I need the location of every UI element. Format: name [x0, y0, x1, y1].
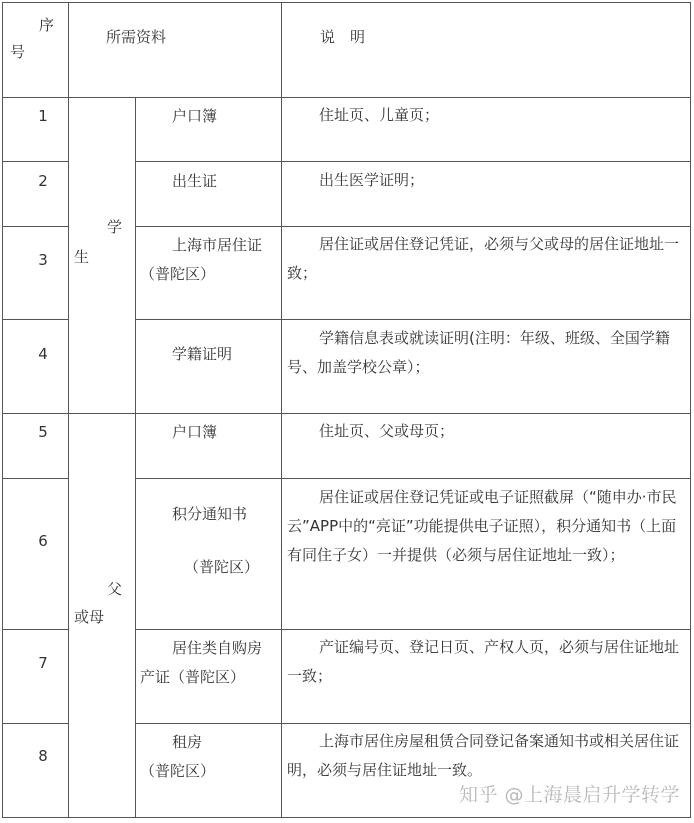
row-number: 2	[38, 172, 48, 190]
row-number: 3	[38, 251, 48, 269]
row-number: 8	[38, 747, 48, 765]
row-description: 出生医学证明；	[319, 171, 425, 189]
row-divider	[135, 161, 691, 162]
table-border-right	[690, 2, 691, 818]
row-divider	[135, 478, 691, 479]
row-item-district: （普陀区）	[140, 265, 216, 283]
row-description: 学籍信息表或就读证明(注明：年级、班级、全国学籍号、加盖学校公章）；	[287, 329, 670, 376]
row-item: 上海市居住证	[172, 236, 263, 254]
row-number: 1	[38, 107, 48, 125]
row-divider	[2, 478, 68, 479]
header-description: 说 明	[320, 28, 366, 46]
watermark: 知乎 @上海晨启升学转学	[458, 784, 680, 806]
group-student-part2: 生	[74, 248, 90, 266]
row-item: 积分通知书	[172, 505, 248, 523]
row-item: 租房	[172, 733, 203, 751]
row-divider	[2, 319, 68, 320]
row-item: 居住类自购房	[172, 639, 263, 657]
row-divider	[2, 226, 68, 227]
row-number: 5	[38, 423, 48, 441]
row-item-district: 产证（普陀区）	[140, 668, 246, 686]
row-divider	[135, 629, 691, 630]
header-materials: 所需资料	[106, 28, 167, 46]
row-description: 产证编号页、登记日页、产权人页，必须与居住证地址一致；	[287, 638, 680, 685]
group-parent-part1: 父	[107, 580, 123, 598]
table-border-top	[2, 2, 691, 3]
header-seq-part2: 号	[10, 43, 26, 61]
header-divider	[2, 97, 691, 98]
row-divider	[2, 629, 68, 630]
col-divider	[281, 2, 282, 818]
row-description: 居住证或居住登记凭证，必须与父或母的居住证地址一致；	[287, 235, 680, 282]
row-divider	[135, 723, 691, 724]
row-number: 7	[38, 654, 48, 672]
row-description: 住址页、父或母页；	[319, 422, 455, 440]
row-item: 户口簿	[172, 423, 218, 441]
row-description: 上海市居住房屋租赁合同登记备案通知书或相关居住证明，必须与居住证地址一致。	[287, 732, 680, 779]
row-number: 6	[38, 532, 48, 550]
row-divider	[2, 161, 68, 162]
group-divider	[2, 413, 691, 414]
col-divider	[135, 97, 136, 818]
row-item-district: （普陀区）	[184, 558, 260, 576]
header-seq-part1: 序	[39, 16, 55, 34]
row-description: 住址页、儿童页；	[319, 106, 440, 124]
row-divider	[135, 226, 691, 227]
table-border-bottom	[2, 817, 691, 818]
row-description: 居住证或居住登记凭证或电子证照截屏（“随申办·市民云”APP中的“亮证”功能提供电子证照），积分通知书（上面有同住子女）一并提供（必须与居住证地址一致）；	[287, 488, 677, 564]
group-student-part1: 学	[107, 218, 123, 236]
row-item: 户口簿	[172, 107, 218, 125]
row-item: 出生证	[172, 172, 218, 190]
row-item: 学籍证明	[172, 345, 233, 363]
row-divider	[135, 319, 691, 320]
row-number: 4	[38, 345, 48, 363]
row-item-district: （普陀区）	[140, 762, 216, 780]
group-parent-part2: 或母	[74, 608, 105, 626]
row-divider	[2, 723, 68, 724]
